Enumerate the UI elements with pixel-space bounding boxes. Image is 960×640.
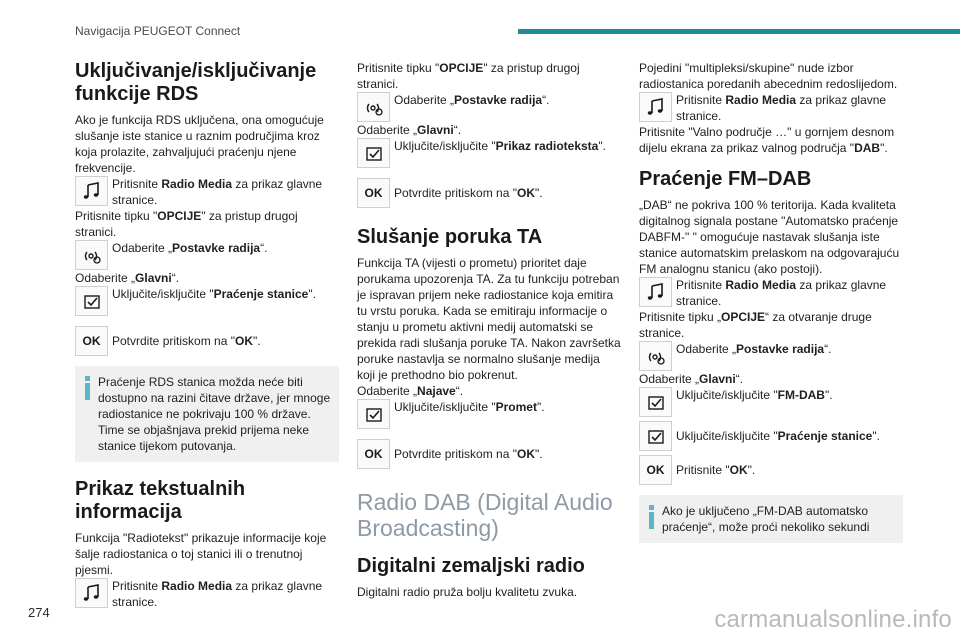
text: “.	[824, 342, 832, 356]
text: “ za otvaranje druge stranice.	[639, 310, 872, 340]
text: Pritisnite "	[676, 463, 730, 477]
ok-icon	[639, 455, 672, 485]
step-confirm-ok	[75, 326, 339, 356]
text-bold: OK	[516, 447, 535, 461]
heading-rds: Uključivanje/isključivanje funkcije RDS	[75, 60, 317, 105]
text: Uključite/isključite "	[676, 429, 778, 443]
text-bold: Promet	[495, 400, 537, 414]
text: “.	[455, 384, 464, 398]
watermark: carmanualsonline.info	[714, 606, 952, 633]
radio-settings-icon	[357, 92, 390, 122]
text: Uključite/isključite "	[394, 400, 496, 414]
rds-intro: Ako je funkcija RDS uključena, ona omogućuje slušanje iste stanice u raznim područjima kroz koja prolazite, zahvaljujući praćenju njene frekvencije.	[75, 113, 324, 175]
text: za prikaz glavne stranice.	[112, 177, 323, 207]
step-toggle-promet	[357, 399, 621, 429]
step-confirm-ok	[357, 178, 621, 208]
column-middle	[357, 60, 621, 600]
ok-icon-label: OK	[364, 447, 383, 461]
text: Odaberite „	[357, 384, 418, 398]
text: Odaberite „	[639, 372, 700, 386]
options-instruction	[357, 60, 621, 92]
text: “.	[453, 123, 462, 137]
ta-intro: Funkcija TA (vijesti o prometu) prioritet daje porukama upozorenja TA. Za tu funkciju potreban je ispravan prijem neke radiostanice koja emitira tu vrstu poruka. Kada se emitiraju informacije o stanju u prometu aktivni medij automatski se prekida radi slušanja poruke TA. Nakon završetka poruke nastavlja se normalno slušanje medija koji je prethodno bio pokrenut.	[357, 256, 621, 382]
text-bold: Radio Media	[725, 93, 797, 107]
checkbox-toggle-icon	[639, 421, 672, 451]
text-bold: Prikaz radioteksta	[495, 139, 599, 153]
text: Pritisnite	[676, 278, 726, 292]
step-toggle-station	[639, 421, 903, 451]
text-bold: Radio Media	[161, 177, 233, 191]
running-header: Navigacija PEUGEOT Connect	[75, 24, 241, 38]
step-toggle-radiotext	[357, 138, 621, 168]
text: “.	[542, 93, 550, 107]
heading-digital-radio: Digitalni zemaljski radio	[357, 555, 585, 577]
step-toggle-fm-dab	[639, 387, 903, 417]
text: ".	[598, 139, 606, 153]
text-bold: OK	[516, 186, 535, 200]
options-instruction	[75, 208, 339, 240]
music-note-icon	[639, 92, 672, 122]
text: Odaberite „	[676, 342, 737, 356]
step-radio-media	[639, 92, 903, 124]
band-instruction	[639, 124, 903, 156]
multiplex-text: Pojedini "multipleksi/skupine" nude izbor radiostanica poredanih abecednim redoslijedom.	[639, 61, 898, 91]
text: Uključite/isključite "	[394, 139, 496, 153]
text-bold: Praćenje stanice	[777, 429, 873, 443]
music-note-icon	[75, 176, 108, 206]
step-radio-settings	[75, 240, 339, 270]
page-number: 274	[28, 605, 50, 620]
text-bold: FM-DAB	[777, 388, 825, 402]
ok-icon-label: OK	[82, 334, 101, 348]
text: ".	[824, 388, 833, 402]
text: Potvrdite pritiskom na "	[394, 447, 517, 461]
text-bold: DAB	[854, 141, 881, 155]
text: ".	[536, 400, 545, 414]
checkbox-toggle-icon	[639, 387, 672, 417]
column-right	[639, 60, 903, 543]
radio-settings-icon	[75, 240, 108, 270]
text-bold: OPCIJE	[439, 61, 484, 75]
select-glavni	[75, 270, 339, 286]
ok-icon-label: OK	[364, 186, 383, 200]
text: ".	[880, 141, 888, 155]
text: Odaberite „	[75, 271, 136, 285]
step-radio-media-2	[75, 578, 339, 610]
text-bold: Praćenje stanice	[213, 287, 309, 301]
text: Pritisnite	[112, 579, 162, 593]
step-radio-media	[75, 176, 339, 208]
header-accent-bar	[518, 29, 960, 34]
text: Uključite/isključite "	[112, 287, 214, 301]
text-bold: Glavni	[417, 123, 454, 137]
column-left	[75, 60, 339, 610]
text: ".	[872, 429, 880, 443]
text: Odaberite „	[357, 123, 418, 137]
text: Odaberite „	[394, 93, 455, 107]
text: ".	[534, 447, 543, 461]
text: Pritisnite "Valno područje …" u gornjem desnom dijelu ekrana za prikaz valnog područja "	[639, 125, 895, 155]
text-info-intro: Funkcija "Radiotekst" prikazuje informacije koje šalje radiostanica o toj stanici ili o trenutnoj pjesmi.	[75, 531, 327, 577]
text-bold: OK	[729, 463, 748, 477]
text: Uključite/isključite "	[676, 388, 778, 402]
text-bold: Postavke radija	[454, 93, 543, 107]
info-icon	[649, 505, 654, 535]
checkbox-toggle-icon	[75, 286, 108, 316]
heading-ta: Slušanje poruka TA	[357, 226, 543, 248]
music-note-icon	[639, 277, 672, 307]
text: “.	[171, 271, 180, 285]
text: ".	[534, 186, 543, 200]
text-bold: Najave	[417, 384, 456, 398]
text: Pritisnite tipku „	[639, 310, 722, 324]
text: ".	[308, 287, 316, 301]
step-radio-settings	[639, 341, 903, 371]
fm-intro: „DAB“ ne pokriva 100 % teritorija. Kada kvaliteta digitalnog signala postane "Automatsko praćenje DABFM-" " omogućuje nastavak slušanja iste stanice automatskim prelaskom na odgovarajuću FM analognu stanicu (ako postoji).	[639, 198, 900, 276]
select-najave	[357, 383, 621, 399]
text-bold: OPCIJE	[721, 310, 766, 324]
select-glavni	[357, 122, 621, 138]
step-press-ok	[639, 455, 903, 485]
info-note-fm-dab	[639, 495, 903, 543]
note-text: Ako je uključeno „FM-DAB automatsko praćenje“, može proći nekoliko sekundi	[662, 504, 870, 534]
heading-fm-dab: Praćenje FM–DAB	[639, 168, 812, 190]
checkbox-toggle-icon	[357, 138, 390, 168]
text: Potvrdite pritiskom na "	[394, 186, 517, 200]
radio-settings-icon	[639, 341, 672, 371]
text: Pritisnite	[676, 93, 726, 107]
text-bold: OPCIJE	[157, 209, 202, 223]
text-bold: OK	[234, 334, 253, 348]
step-confirm-ok-2	[357, 439, 621, 469]
note-text: Praćenje RDS stanica možda neće biti dostupno na razini čitave države, jer mnoge radiostanice ne pokrivaju 100 % države. Time se objašnjava prekid prijema neke stanice tijekom putovanja.	[98, 375, 331, 453]
ok-icon	[357, 178, 390, 208]
ok-icon	[357, 439, 390, 469]
options-instruction	[639, 309, 903, 341]
text: za prikaz glavne stranice.	[112, 579, 323, 609]
info-icon	[85, 376, 90, 454]
checkbox-toggle-icon	[357, 399, 390, 429]
text: Pritisnite tipku "	[75, 209, 158, 223]
text-bold: Radio Media	[725, 278, 797, 292]
text: Pritisnite	[112, 177, 162, 191]
step-radio-media-2	[639, 277, 903, 309]
text-bold: Postavke radija	[172, 241, 261, 255]
text: ".	[747, 463, 756, 477]
text: Pritisnite tipku "	[357, 61, 440, 75]
text: Odaberite „	[112, 241, 173, 255]
text-bold: Radio Media	[161, 579, 233, 593]
text: za prikaz glavne stranice.	[676, 278, 887, 308]
text-bold: Postavke radija	[736, 342, 825, 356]
heading-text-info: Prikaz tekstualnih informacija	[75, 478, 246, 523]
ok-icon-label: OK	[646, 463, 665, 477]
heading-dab: Radio DAB (Digital Audio Broadcasting)	[357, 489, 613, 541]
text: ".	[252, 334, 261, 348]
text: Potvrdite pritiskom na "	[112, 334, 235, 348]
text: za prikaz glavne stranice.	[676, 93, 887, 123]
step-radio-settings	[357, 92, 621, 122]
text-bold: Glavni	[135, 271, 172, 285]
info-note-rds	[75, 366, 339, 462]
digital-intro: Digitalni radio pruža bolju kvalitetu zvuka.	[357, 585, 578, 599]
text: " za pristup drugoj stranici.	[75, 209, 298, 239]
text-bold: Glavni	[699, 372, 736, 386]
text: “.	[260, 241, 268, 255]
music-note-icon	[75, 578, 108, 608]
text: " za pristup drugoj stranici.	[357, 61, 580, 91]
select-glavni	[639, 371, 903, 387]
ok-icon	[75, 326, 108, 356]
step-toggle-station	[75, 286, 339, 316]
text: “.	[735, 372, 744, 386]
